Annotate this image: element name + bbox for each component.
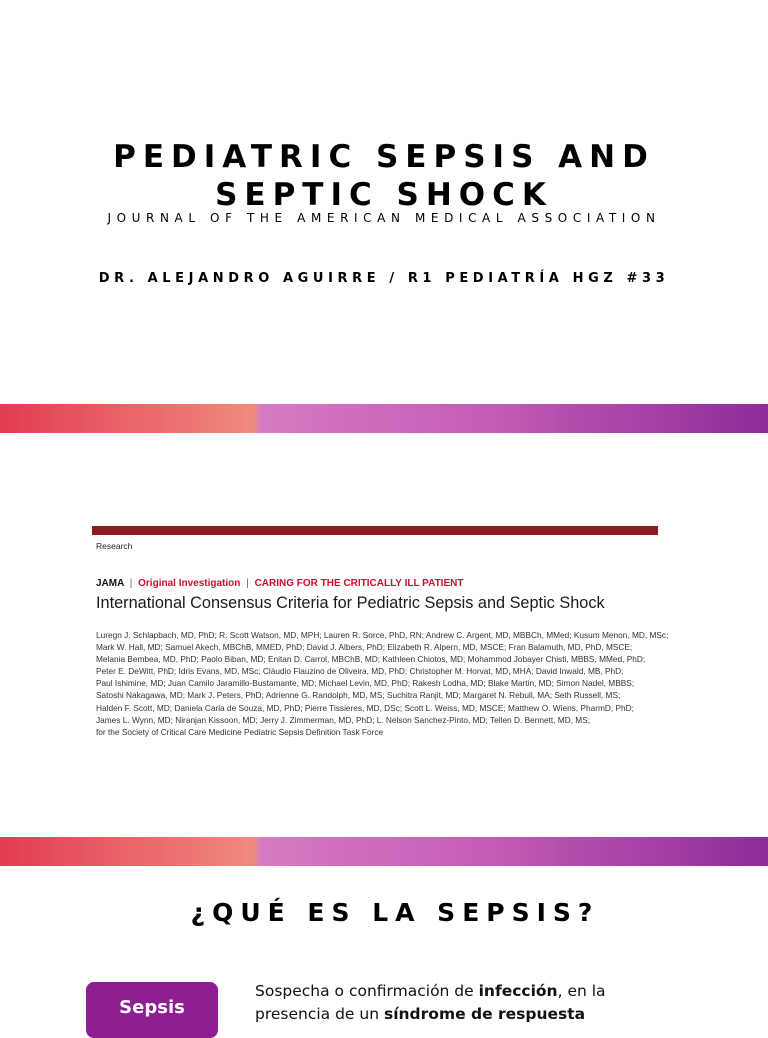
author-line: James L. Wynn, MD; Niranjan Kissoon, MD; Jerry J. Zimmerman, MD, PhD; L. Nelson Sanchez-Pinto, MD; Tellen D. Bennett, MD, MS; (96, 714, 591, 725)
article-title: International Consensus Criteria for Pediatric Sepsis and Septic Shock (96, 594, 605, 612)
definition-term-syndrome: síndrome de respuesta (383, 1005, 586, 1023)
kicker-separator: | (129, 578, 133, 589)
title-line-1: PEDIATRIC SEPSIS AND (113, 139, 655, 175)
sepsis-badge: Sepsis (86, 982, 218, 1038)
presenter-name: DR. ALEJANDRO AGUIRRE / R1 PEDIATRÍA HGZ #33 (98, 271, 670, 286)
article-type: Original Investigation (138, 578, 241, 589)
article-kicker (96, 578, 463, 589)
journal-name: JAMA (96, 578, 124, 589)
author-line: for the Society of Critical Care Medicine Pediatric Sepsis Definition Task Force (96, 726, 384, 737)
definition-text: Sospecha o confirmación de (255, 982, 479, 1000)
author-line: Melania Bembea, MD, PhD; Paolo Biban, MD; Enitan D. Carrol, MBChB, MD; Kathleen Chiotos, MD; Mohammod Jobayer Chisti, MBBS, MMed, PhD; (96, 654, 646, 665)
author-line: Mark W. Hall, MD; Samuel Akech, MBChB, MMED, PhD; David J. Albers, PhD; Elizabeth R. Alpern, MD, MSCE; Fran Balamuth, MD, PhD, MSCE; (96, 642, 633, 653)
author-line: Peter E. DeWitt, PhD; Idris Evans, MD, MSc; Cláudio Flauzino de Oliveira, MD, PhD; Christopher M. Horvat, MD, MHA; David Inwald, MB, PhD; (96, 666, 624, 677)
author-line: Halden F. Scott, MD; Daniela Carla de Souza, MD, PhD; Pierre Tissieres, MD, DSc; Scott L. Weiss, MD, MSCE; Matthew O. Wiens, PharmD, PhD; (96, 702, 634, 713)
article-header-image (92, 523, 676, 745)
author-line: Paul Ishimine, MD; Juan Camilo Jaramillo-Bustamante, MD; Michael Levin, MD, PhD; Rakesh Lodha, MD; Blake Martin, MD; Simon Nadel, MBBS; (96, 678, 635, 689)
author-line: Luregn J. Schlapbach, MD, PhD; R. Scott Watson, MD, MPH; Lauren R. Sorce, PhD, RN; Andrew C. Argent, MD, MBBCh, MMed; Kusum Menon, MD, MSc; (96, 630, 669, 640)
gradient-divider-top (0, 404, 768, 433)
section-heading: ¿QUÉ ES LA SEPSIS? (190, 898, 600, 927)
title-line-2: SEPTIC SHOCK (215, 177, 553, 213)
journal-subtitle: JOURNAL OF THE AMERICAN MEDICAL ASSOCIATION (107, 211, 661, 225)
kicker-separator: | (246, 578, 249, 589)
definition-text: , en la presencia de un (255, 982, 606, 1023)
article-top-bar (92, 526, 658, 535)
sepsis-definition (255, 980, 675, 1026)
article-authors (96, 629, 669, 738)
article-section-label: Research (96, 541, 133, 551)
article-series: CARING FOR THE CRITICALLY ILL PATIENT (254, 578, 464, 589)
definition-term-infection: infección (478, 982, 558, 1000)
gradient-divider-bottom (0, 837, 768, 866)
author-line: Satoshi Nakagawa, MD; Mark J. Peters, PhD; Adrienne G. Randolph, MD, MS; Suchitra Ranjit, MD; Margaret N. Rebull, MA; Seth Russell, MS; (96, 690, 621, 701)
presentation-title (0, 138, 768, 214)
